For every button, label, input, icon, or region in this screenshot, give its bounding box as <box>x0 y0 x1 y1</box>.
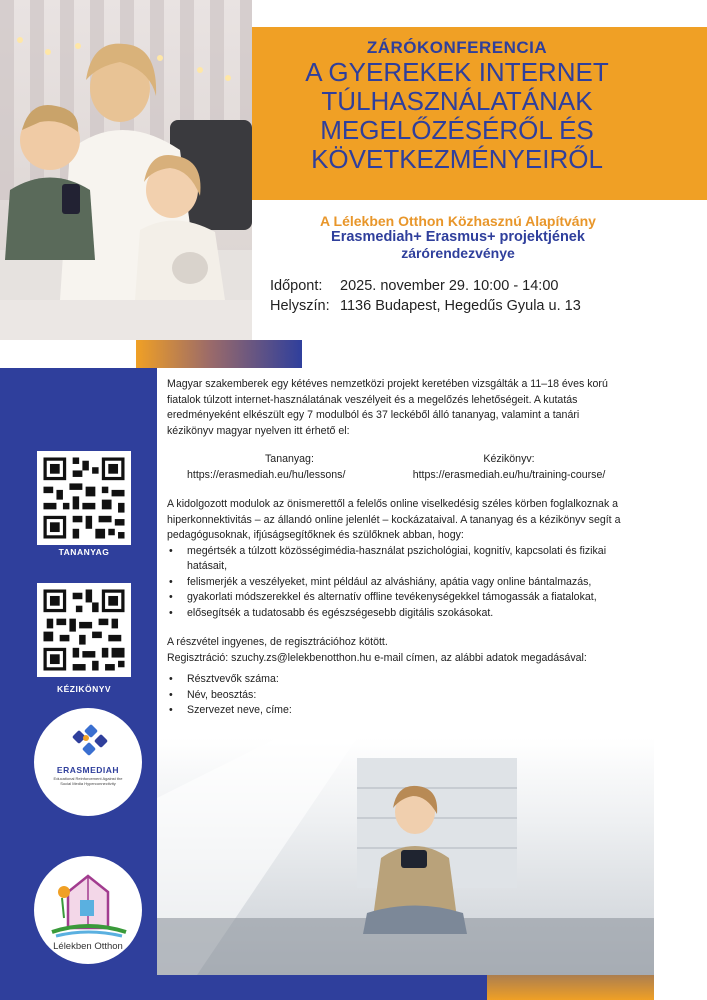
spacer <box>167 621 621 635</box>
time-value: 2025. november 29. 10:00 - 14:00 <box>340 278 559 294</box>
kicker: ZÁRÓKONFERENCIA <box>366 38 548 57</box>
intro-paragraph: Magyar szakemberek egy kétéves nemzetközi projekt keretében vizsgálták a 11–18 éves korú fiatalok túlzott internet-használatának veszélyeit és a megelőzés lehetőségeit. A kutatás eredményeként elkészült egy 7 modulból és 37 leckéből álló tananyag, valamint a tanári kézikönyv magyar nyelven itt érhető el: <box>167 378 608 437</box>
erasmediah-logo-icon <box>34 708 142 816</box>
list-item: • Résztvevők száma: <box>187 672 621 688</box>
training-label: Kézikönyv: <box>483 453 535 465</box>
lelekben-otthon-logo-icon <box>34 856 142 964</box>
place-label: Helyszín: <box>270 298 330 314</box>
project-name: Erasmediah+ Erasmus+ projektjének <box>331 229 585 245</box>
event-type: zárórendezvénye <box>401 245 515 261</box>
qr-caption-tananyag: TANANYAG <box>58 547 110 557</box>
erasmediah-tagline: Educational Reinforcement Against the Social Media Hyperconnectivity <box>53 776 123 786</box>
registration-text: Regisztráció: szuchy.zs@lelekbenotthon.hu e-mail címen, az alábbi adatok megadásával: <box>167 651 587 664</box>
list-item: • elősegítsék a tudatosabb és egészségesebb digitális szokásokat. <box>187 606 621 622</box>
child-photo <box>157 738 654 975</box>
organizer-name: A Lélekben Otthon Közhasznú Alapítvány <box>320 213 596 229</box>
erasmediah-name: ERASMEDIAH <box>56 765 120 775</box>
modules-paragraph: A kidolgozott modulok az önismerettől a felelős online viselkedésig széles körben foglalkoznak a hiperkonnektivitás – az állandó online jelenlét – kockázataival. A tananyag és a kézikönyv segít a pedagógusoknak, ifjúságsegítőknek és szülőknek abban, hogy: <box>167 498 621 541</box>
main-content <box>167 377 621 719</box>
lelekben-otthon-logo <box>34 856 142 964</box>
free-participation-text: A részvétel ingyenes, de regisztrációhoz kötött. <box>167 636 388 648</box>
event-details <box>270 276 581 316</box>
lessons-link-block <box>167 452 397 483</box>
qr-code-kezikonyv[interactable] <box>37 583 131 677</box>
list-item: • Név, beosztás: <box>187 688 621 704</box>
list-item: • felismerjék a veszélyeket, mint például az alváshiány, apátia vagy online bántalmazás, <box>187 575 621 591</box>
erasmediah-logo <box>34 708 142 816</box>
list-item: • megértsék a túlzott közösségimédia-használat pszichológiai, kognitív, kapcsolati és fizikai hatásait, <box>187 544 621 575</box>
qr-code-icon <box>37 451 131 545</box>
title-line-1: A GYEREKEK INTERNET <box>305 57 609 87</box>
registration-list <box>167 672 621 719</box>
list-item: • Szervezet neve, címe: <box>187 703 621 719</box>
lelekben-otthon-name: Lélekben Otthon <box>53 941 123 952</box>
training-url[interactable]: https://erasmediah.eu/hu/training-course/ <box>412 468 606 481</box>
lessons-label: Tananyag: <box>265 453 314 465</box>
organizer-block <box>262 213 654 261</box>
title-line-4: KÖVETKEZMÉNYEIRŐL <box>311 144 603 174</box>
links-row <box>167 452 621 483</box>
qr-caption-kezikonyv: KÉZIKÖNYV <box>56 684 112 694</box>
benefits-list <box>167 544 621 622</box>
lessons-url[interactable]: https://erasmediah.eu/hu/lessons/ <box>187 468 346 481</box>
qr-code-icon <box>37 583 131 677</box>
title-line-2: TÚLHASZNÁLATÁNAK <box>321 86 593 116</box>
title-block <box>252 38 662 174</box>
bottom-strip <box>157 975 487 1000</box>
title-line-3: MEGELŐZÉSÉRŐL ÉS <box>320 115 594 145</box>
list-item: • gyakorlati módszerekkel és alternatív offline tevékenységekkel támogassák a fiatalokat, <box>187 590 621 606</box>
time-label: Időpont: <box>270 278 323 294</box>
training-link-block <box>397 452 621 483</box>
place-value: 1136 Budapest, Hegedűs Gyula u. 13 <box>340 298 581 314</box>
gradient-band <box>136 340 302 368</box>
qr-code-tananyag[interactable] <box>37 451 131 545</box>
family-photo <box>0 0 252 340</box>
